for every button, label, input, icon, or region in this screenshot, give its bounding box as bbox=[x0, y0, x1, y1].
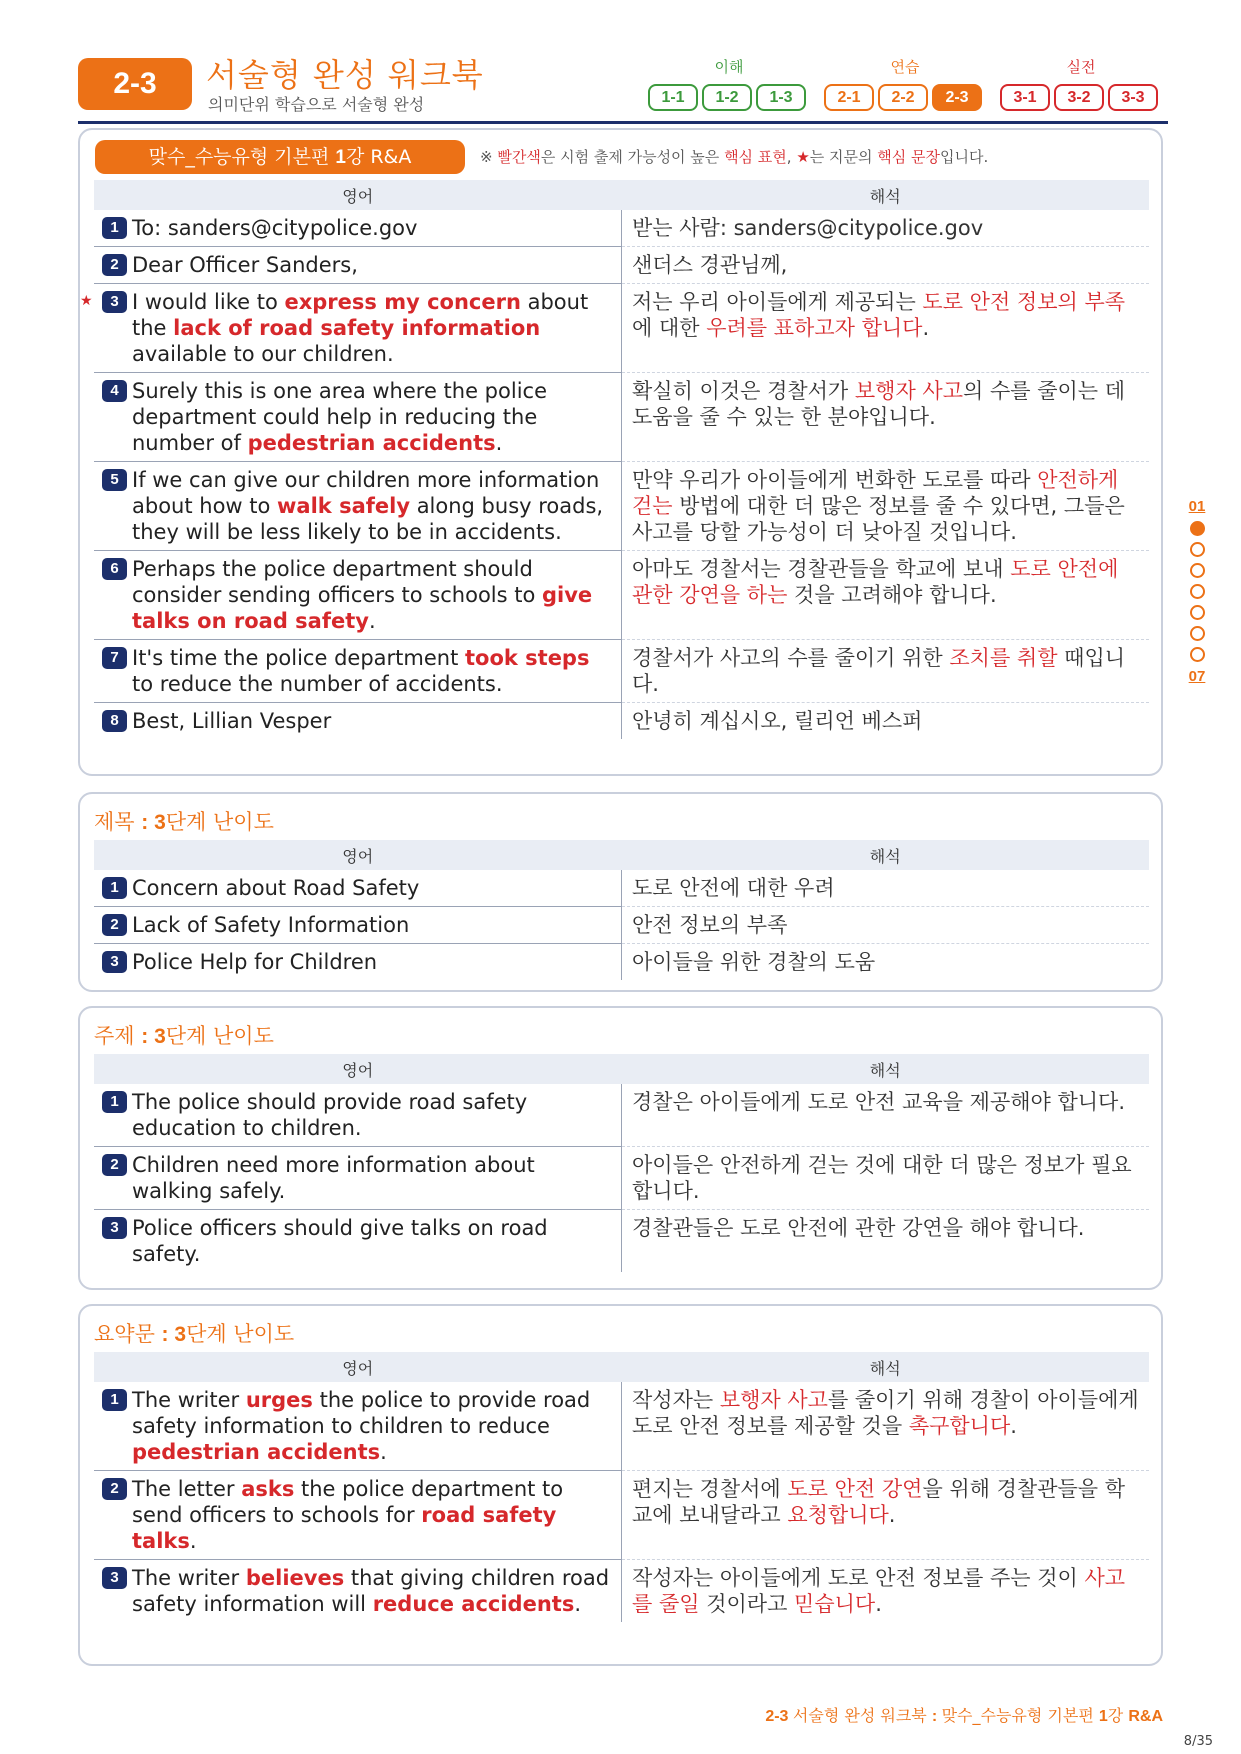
column-header-translation: 해석 bbox=[622, 1054, 1150, 1084]
text-segment: 저는 우리 아이들에게 제공되는 bbox=[632, 290, 923, 314]
text-segment: 아이들은 안전하게 걷는 것에 대한 더 많은 정보가 필요합니다. bbox=[632, 1153, 1132, 1203]
text-segment: 경찰서가 사고의 수를 줄이기 위한 bbox=[632, 646, 950, 670]
translation-cell bbox=[622, 247, 1150, 284]
sentence-number: 3 bbox=[102, 1567, 127, 1589]
passage-table bbox=[80, 180, 1149, 739]
translation-cell bbox=[622, 907, 1150, 944]
text-segment: the police department to send officers to schools for bbox=[132, 1477, 564, 1527]
table-row bbox=[94, 1471, 1149, 1560]
translation-cell bbox=[622, 284, 1150, 373]
text-segment: 것을 고려해야 합니다. bbox=[787, 583, 997, 607]
english-cell bbox=[94, 1471, 622, 1560]
key-expression: reduce accidents bbox=[372, 1592, 575, 1616]
text-segment: . bbox=[380, 1440, 387, 1464]
translation-cell bbox=[622, 703, 1150, 740]
text-segment: To: sanders@citypolice.gov bbox=[132, 216, 418, 240]
section-heading-theme: 주제 : 3단계 난이도 bbox=[94, 1024, 274, 1048]
key-expression: give talks on road safety bbox=[132, 583, 593, 633]
text-segment: The writer bbox=[132, 1566, 246, 1590]
step-navigator bbox=[648, 56, 1168, 116]
text-segment: that giving children road safety information will bbox=[132, 1566, 610, 1616]
text-segment: . bbox=[574, 1592, 582, 1616]
summary-panel bbox=[78, 1304, 1163, 1666]
text-segment: to reduce the number of accidents. bbox=[132, 672, 503, 696]
side-page-first: 01 bbox=[1188, 498, 1206, 515]
text-segment: 아이들을 위한 경찰의 도움 bbox=[632, 950, 876, 974]
column-header-english: 영어 bbox=[94, 180, 622, 210]
text-segment: 방법에 대한 더 많은 정보를 줄 수 있다면, 그들은 사고를 당할 가능성이 더 낮아질 것입니다. bbox=[632, 494, 1125, 544]
text-segment: It's time the police department bbox=[132, 646, 465, 670]
translation-cell bbox=[622, 373, 1150, 462]
text-segment: 것이라고 bbox=[699, 1592, 795, 1616]
table-row bbox=[94, 1560, 1149, 1623]
sentence-number: 7 bbox=[102, 647, 127, 669]
text-segment: Dear Officer Sanders, bbox=[132, 253, 358, 277]
table-row bbox=[94, 1210, 1149, 1273]
english-cell bbox=[94, 1560, 622, 1623]
text-segment: 작성자는 bbox=[632, 1388, 720, 1412]
translation-cell bbox=[622, 1560, 1150, 1623]
key-expression: walk safely bbox=[277, 494, 411, 518]
legend-note: ※ 빨간색은 시험 출제 가능성이 높은 핵심 표현, ★는 지문의 핵심 문장입니다. bbox=[480, 148, 989, 166]
title-panel bbox=[78, 792, 1163, 992]
table-row bbox=[94, 703, 1149, 740]
key-expression: lack of road safety information bbox=[173, 316, 541, 340]
text-segment: 확실히 이것은 경찰서가 bbox=[632, 379, 855, 403]
table-row bbox=[94, 462, 1149, 551]
key-expression: 믿습니다 bbox=[794, 1592, 876, 1616]
english-cell bbox=[94, 551, 622, 640]
page-dot-icon[interactable] bbox=[1190, 647, 1205, 662]
key-expression: pedestrian accidents bbox=[132, 1440, 381, 1464]
english-cell bbox=[94, 907, 622, 944]
key-expression: 촉구합니다 bbox=[908, 1414, 1011, 1438]
text-segment: 를 줄이기 위해 경찰이 아이들에게 도로 안전 정보를 제공할 것을 bbox=[632, 1388, 1139, 1438]
sentence-number: 2 bbox=[102, 1478, 127, 1500]
translation-cell bbox=[622, 1084, 1150, 1147]
key-expression: 조치를 취할 bbox=[949, 646, 1058, 670]
text-segment: The police should provide road safety education to children. bbox=[132, 1090, 528, 1140]
column-header-translation: 해석 bbox=[622, 840, 1150, 870]
table-row bbox=[94, 247, 1149, 284]
key-expression: pedestrian accidents bbox=[247, 431, 496, 455]
step-chip-2-1[interactable]: 2-1 bbox=[824, 84, 874, 111]
text-segment: 도로 안전에 대한 우려 bbox=[632, 876, 835, 900]
text-segment: I would like to bbox=[132, 290, 285, 314]
english-cell bbox=[94, 1382, 622, 1471]
page-title: 서술형 완성 워크북 bbox=[206, 56, 484, 94]
step-chip-3-3[interactable]: 3-3 bbox=[1108, 84, 1158, 111]
sentence-number: 1 bbox=[102, 1389, 127, 1411]
sentence-number: 5 bbox=[102, 469, 127, 491]
summary-table bbox=[94, 1352, 1149, 1622]
page-dot-icon[interactable] bbox=[1190, 563, 1205, 578]
text-segment: Best, Lillian Vesper bbox=[132, 709, 332, 733]
translation-cell bbox=[622, 1382, 1150, 1471]
english-cell bbox=[94, 1084, 622, 1147]
text-segment: . bbox=[1010, 1414, 1017, 1438]
table-row bbox=[94, 907, 1149, 944]
english-cell bbox=[94, 1147, 622, 1210]
translation-cell bbox=[622, 1471, 1150, 1560]
sentence-number: 1 bbox=[102, 877, 127, 899]
text-segment: Police officers should give talks on road safety. bbox=[132, 1216, 548, 1266]
translation-cell bbox=[622, 1147, 1150, 1210]
column-header-english: 영어 bbox=[94, 840, 622, 870]
translation-cell bbox=[622, 640, 1150, 703]
english-cell bbox=[94, 870, 622, 907]
text-segment: . bbox=[368, 609, 376, 633]
sentence-number: 3 bbox=[102, 1217, 127, 1239]
text-segment: 때입니다. bbox=[632, 646, 1126, 696]
sentence-number: 1 bbox=[102, 1091, 127, 1113]
translation-cell bbox=[622, 944, 1150, 981]
english-cell bbox=[94, 1210, 622, 1273]
step-chip-2-3[interactable]: 2-3 bbox=[932, 84, 982, 111]
step-group-label: 실전 bbox=[1066, 58, 1096, 76]
table-row bbox=[94, 551, 1149, 640]
column-header-translation: 해석 bbox=[622, 180, 1150, 210]
text-segment: . bbox=[189, 1529, 197, 1553]
key-expression: 요청합니다 bbox=[787, 1503, 889, 1527]
lesson-pill: 맞수_수능유형 기본편 1강 R&A bbox=[95, 140, 465, 174]
table-row bbox=[94, 1084, 1149, 1147]
key-expression: 도로 안전 정보의 부족 bbox=[922, 290, 1126, 314]
key-expression: believes bbox=[245, 1566, 345, 1590]
table-row bbox=[94, 870, 1149, 907]
text-segment: 경찰관들은 도로 안전에 관한 강연을 해야 합니다. bbox=[632, 1216, 1085, 1240]
translation-cell bbox=[622, 870, 1150, 907]
header-divider bbox=[78, 121, 1168, 124]
text-segment: 안녕히 계십시오, 릴리언 베스퍼 bbox=[632, 709, 923, 733]
text-segment: . bbox=[495, 431, 503, 455]
english-cell bbox=[94, 703, 622, 740]
key-expression: 보행자 사고 bbox=[719, 1388, 828, 1412]
sentence-number: 3 bbox=[102, 951, 127, 973]
step-chip-1-1[interactable]: 1-1 bbox=[648, 84, 698, 111]
table-row bbox=[94, 1147, 1149, 1210]
english-cell bbox=[94, 944, 622, 981]
text-segment: Lack of Safety Information bbox=[132, 913, 410, 937]
passage-panel bbox=[78, 128, 1163, 776]
column-header-translation: 해석 bbox=[622, 1352, 1150, 1382]
text-segment: . bbox=[922, 316, 930, 340]
text-segment: Police Help for Children bbox=[132, 950, 378, 974]
sentence-number: 8 bbox=[102, 710, 127, 732]
column-header-english: 영어 bbox=[94, 1352, 622, 1382]
english-cell bbox=[80, 284, 622, 373]
text-segment: The letter bbox=[132, 1477, 242, 1501]
table-row bbox=[94, 373, 1149, 462]
text-segment: Concern about Road Safety bbox=[132, 876, 420, 900]
text-segment: 안전 정보의 부족 bbox=[632, 913, 788, 937]
text-segment: The writer bbox=[132, 1388, 246, 1412]
key-expression: 보행자 사고 bbox=[854, 379, 963, 403]
translation-cell bbox=[622, 462, 1150, 551]
side-page-indicator bbox=[1182, 498, 1212, 685]
translation-cell bbox=[622, 551, 1150, 640]
text-segment: the police to provide road safety information to children to reduce bbox=[132, 1388, 591, 1438]
text-segment: about the bbox=[132, 290, 589, 340]
english-cell bbox=[94, 373, 622, 462]
step-group-practice bbox=[824, 56, 986, 111]
text-segment: 샌더스 경관님께, bbox=[632, 253, 788, 277]
page-dot-icon[interactable] bbox=[1190, 521, 1205, 536]
text-segment: 받는 사람: sanders@citypolice.gov bbox=[632, 216, 984, 240]
translation-cell bbox=[622, 210, 1150, 247]
section-heading-title: 제목 : 3단계 난이도 bbox=[94, 810, 274, 834]
text-segment: Children need more information about walking safely. bbox=[132, 1153, 535, 1203]
sentence-number: 6 bbox=[102, 558, 127, 580]
sentence-number: 2 bbox=[102, 254, 127, 276]
key-expression: 안전하게 걷는 bbox=[632, 468, 1119, 518]
sentence-number: 3 bbox=[102, 291, 127, 313]
text-segment: 작성자는 아이들에게 도로 안전 정보를 주는 것이 bbox=[632, 1566, 1085, 1590]
table-row bbox=[94, 1382, 1149, 1471]
page-header bbox=[78, 50, 1168, 126]
text-segment: . bbox=[888, 1503, 896, 1527]
step-chip-3-1[interactable]: 3-1 bbox=[1000, 84, 1050, 111]
text-segment: 을 위해 경찰관들을 학교에 보내달라고 bbox=[632, 1477, 1126, 1527]
column-header-english: 영어 bbox=[94, 1054, 622, 1084]
english-cell bbox=[94, 640, 622, 703]
page-dot-icon[interactable] bbox=[1190, 584, 1205, 599]
sentence-number: 2 bbox=[102, 1154, 127, 1176]
step-chip-1-3[interactable]: 1-3 bbox=[756, 84, 806, 111]
text-segment: along busy roads, they will be less likely to be in accidents. bbox=[132, 494, 604, 544]
table-row bbox=[94, 284, 1149, 373]
section-heading-summary: 요약문 : 3단계 난이도 bbox=[94, 1322, 295, 1346]
sentence-number: 1 bbox=[102, 217, 127, 239]
translation-cell bbox=[622, 1210, 1150, 1273]
side-dots bbox=[1182, 521, 1212, 662]
table-row bbox=[94, 210, 1149, 247]
step-chip-1-2[interactable]: 1-2 bbox=[702, 84, 752, 111]
text-segment: 의 수를 줄이는 데 도움을 줄 수 있는 한 분야입니다. bbox=[632, 379, 1126, 429]
step-chip-3-2[interactable]: 3-2 bbox=[1054, 84, 1104, 111]
text-segment: 에 대한 bbox=[632, 316, 707, 340]
english-cell bbox=[94, 247, 622, 284]
key-expression: 우려를 표하고자 합니다 bbox=[706, 316, 923, 340]
key-sentence-star-icon: ★ bbox=[80, 293, 93, 309]
table-row bbox=[94, 640, 1149, 703]
step-group-label: 이해 bbox=[714, 58, 744, 76]
key-expression: 도로 안전 강연 bbox=[787, 1477, 923, 1501]
title-table bbox=[94, 840, 1149, 980]
page-dot-icon[interactable] bbox=[1190, 605, 1205, 620]
text-segment: 경찰은 아이들에게 도로 안전 교육을 제공해야 합니다. bbox=[632, 1090, 1126, 1114]
step-group-real bbox=[1000, 56, 1162, 111]
text-segment: available to our children. bbox=[132, 342, 394, 366]
key-expression: 사고를 줄일 bbox=[632, 1566, 1126, 1616]
text-segment: If we can give our children more information about how to bbox=[132, 468, 600, 518]
sentence-number: 4 bbox=[102, 380, 127, 402]
unit-badge: 2-3 bbox=[78, 58, 192, 110]
text-segment: 아마도 경찰서는 경찰관들을 학교에 보내 bbox=[632, 557, 1011, 581]
english-cell bbox=[94, 462, 622, 551]
key-expression: asks bbox=[241, 1477, 295, 1501]
table-row bbox=[94, 944, 1149, 981]
key-expression: express my concern bbox=[284, 290, 521, 314]
text-segment: 편지는 경찰서에 bbox=[632, 1477, 788, 1501]
key-expression: 도로 안전에 관한 강연을 하는 bbox=[632, 557, 1119, 607]
text-segment: Perhaps the police department should consider sending officers to schools to bbox=[132, 557, 543, 607]
key-expression: road safety talks bbox=[132, 1503, 557, 1553]
text-segment: 만약 우리가 아이들에게 번화한 도로를 따라 bbox=[632, 468, 1038, 492]
page-dot-icon[interactable] bbox=[1190, 626, 1205, 641]
theme-table bbox=[94, 1054, 1149, 1272]
key-expression: urges bbox=[245, 1388, 313, 1412]
sentence-number: 2 bbox=[102, 914, 127, 936]
page-subtitle: 의미단위 학습으로 서술형 완성 bbox=[208, 95, 425, 114]
step-group-label: 연습 bbox=[890, 58, 920, 76]
step-chip-2-2[interactable]: 2-2 bbox=[878, 84, 928, 111]
theme-panel bbox=[78, 1006, 1163, 1290]
step-group-understand bbox=[648, 56, 810, 111]
english-cell bbox=[94, 210, 622, 247]
page-dot-icon[interactable] bbox=[1190, 542, 1205, 557]
side-page-last: 07 bbox=[1188, 668, 1206, 685]
text-segment: . bbox=[875, 1592, 882, 1616]
key-expression: took steps bbox=[464, 646, 590, 670]
page-footer: 2-3 서술형 완성 워크북 : 맞수_수능유형 기본편 1강 R&A bbox=[765, 1706, 1163, 1725]
page-number: 8/35 bbox=[1183, 1734, 1213, 1749]
text-segment: Surely this is one area where the police department could help in reducing the number of bbox=[132, 379, 547, 455]
